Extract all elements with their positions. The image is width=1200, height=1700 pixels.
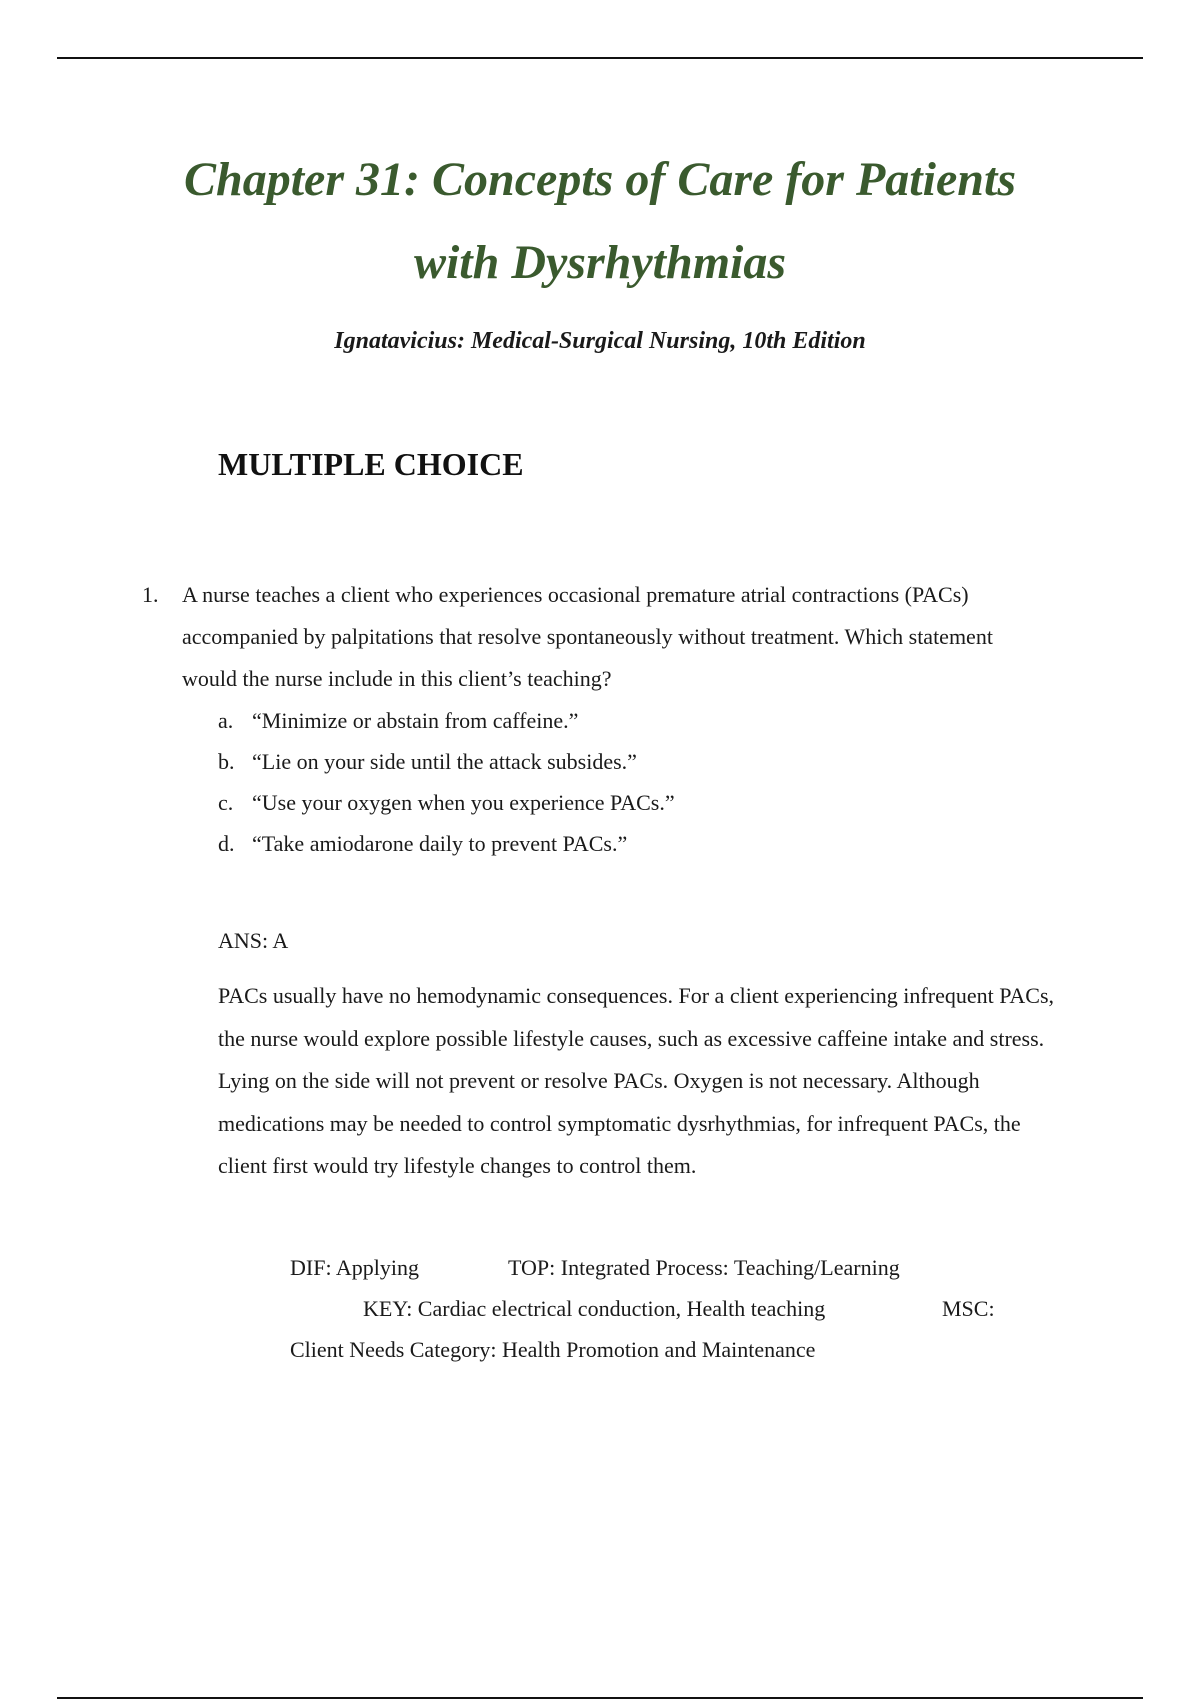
option-a (218, 700, 1042, 741)
bottom-rule (57, 1697, 1143, 1699)
meta-line-3 (290, 1329, 1030, 1370)
answer-options (218, 700, 1042, 864)
meta-line-1 (290, 1247, 1030, 1288)
book-subtitle: Ignatavicius: Medical-Surgical Nursing, 10th Edition (334, 328, 866, 354)
chapter-title-line-1: Chapter 31: Concepts of Care for Patients (183, 153, 1016, 206)
msc-label: MSC: (942, 1296, 995, 1321)
question-block (142, 574, 1042, 864)
option-text: “Minimize or abstain from caffeine.” (252, 708, 579, 733)
answer-key: ANS: A (218, 928, 289, 953)
client-needs-category: Client Needs Category: Health Promotion and Maintenance (290, 1337, 816, 1362)
option-text: “Use your oxygen when you experience PACs.” (252, 790, 675, 815)
option-letter: b. (218, 749, 235, 774)
option-letter: d. (218, 831, 235, 856)
difficulty-label: DIF: Applying (290, 1255, 419, 1280)
rationale-text: PACs usually have no hemodynamic consequences. For a client experiencing infrequent PACs, the nurse would explore possible lifestyle causes, such as excessive caffeine intake and stress. Lying on the side will not prevent or resolve PACs. Oxygen is not necessary. Although medications may be needed to control symptomatic dysrhythmias, for infrequent PACs, the client first would try lifestyle changes to control them. (218, 983, 1055, 1178)
topic-label: TOP: Integrated Process: Teaching/Learning (508, 1255, 900, 1280)
option-d (218, 823, 1042, 864)
chapter-title-line-2: with Dysrhythmias (413, 236, 787, 289)
option-c (218, 782, 1042, 823)
option-text: “Take amiodarone daily to prevent PACs.” (252, 831, 628, 856)
option-letter: c. (218, 790, 234, 815)
section-heading: MULTIPLE CHOICE (218, 446, 524, 482)
question-number: 1. (142, 582, 159, 607)
option-text: “Lie on your side until the attack subsides.” (252, 749, 637, 774)
option-letter: a. (218, 708, 234, 733)
option-b (218, 741, 1042, 782)
question-stem: A nurse teaches a client who experiences occasional premature atrial contractions (PACs) accompanied by palpitations that resolve spontaneously without treatment. Which statement would the nurse include in this client’s teaching? (182, 582, 993, 691)
key-label: KEY: Cardiac electrical conduction, Health teaching (363, 1296, 826, 1321)
question-metadata (290, 1247, 1030, 1370)
chapter-title (0, 138, 1200, 304)
top-rule (57, 57, 1143, 59)
meta-line-2 (290, 1288, 1030, 1329)
